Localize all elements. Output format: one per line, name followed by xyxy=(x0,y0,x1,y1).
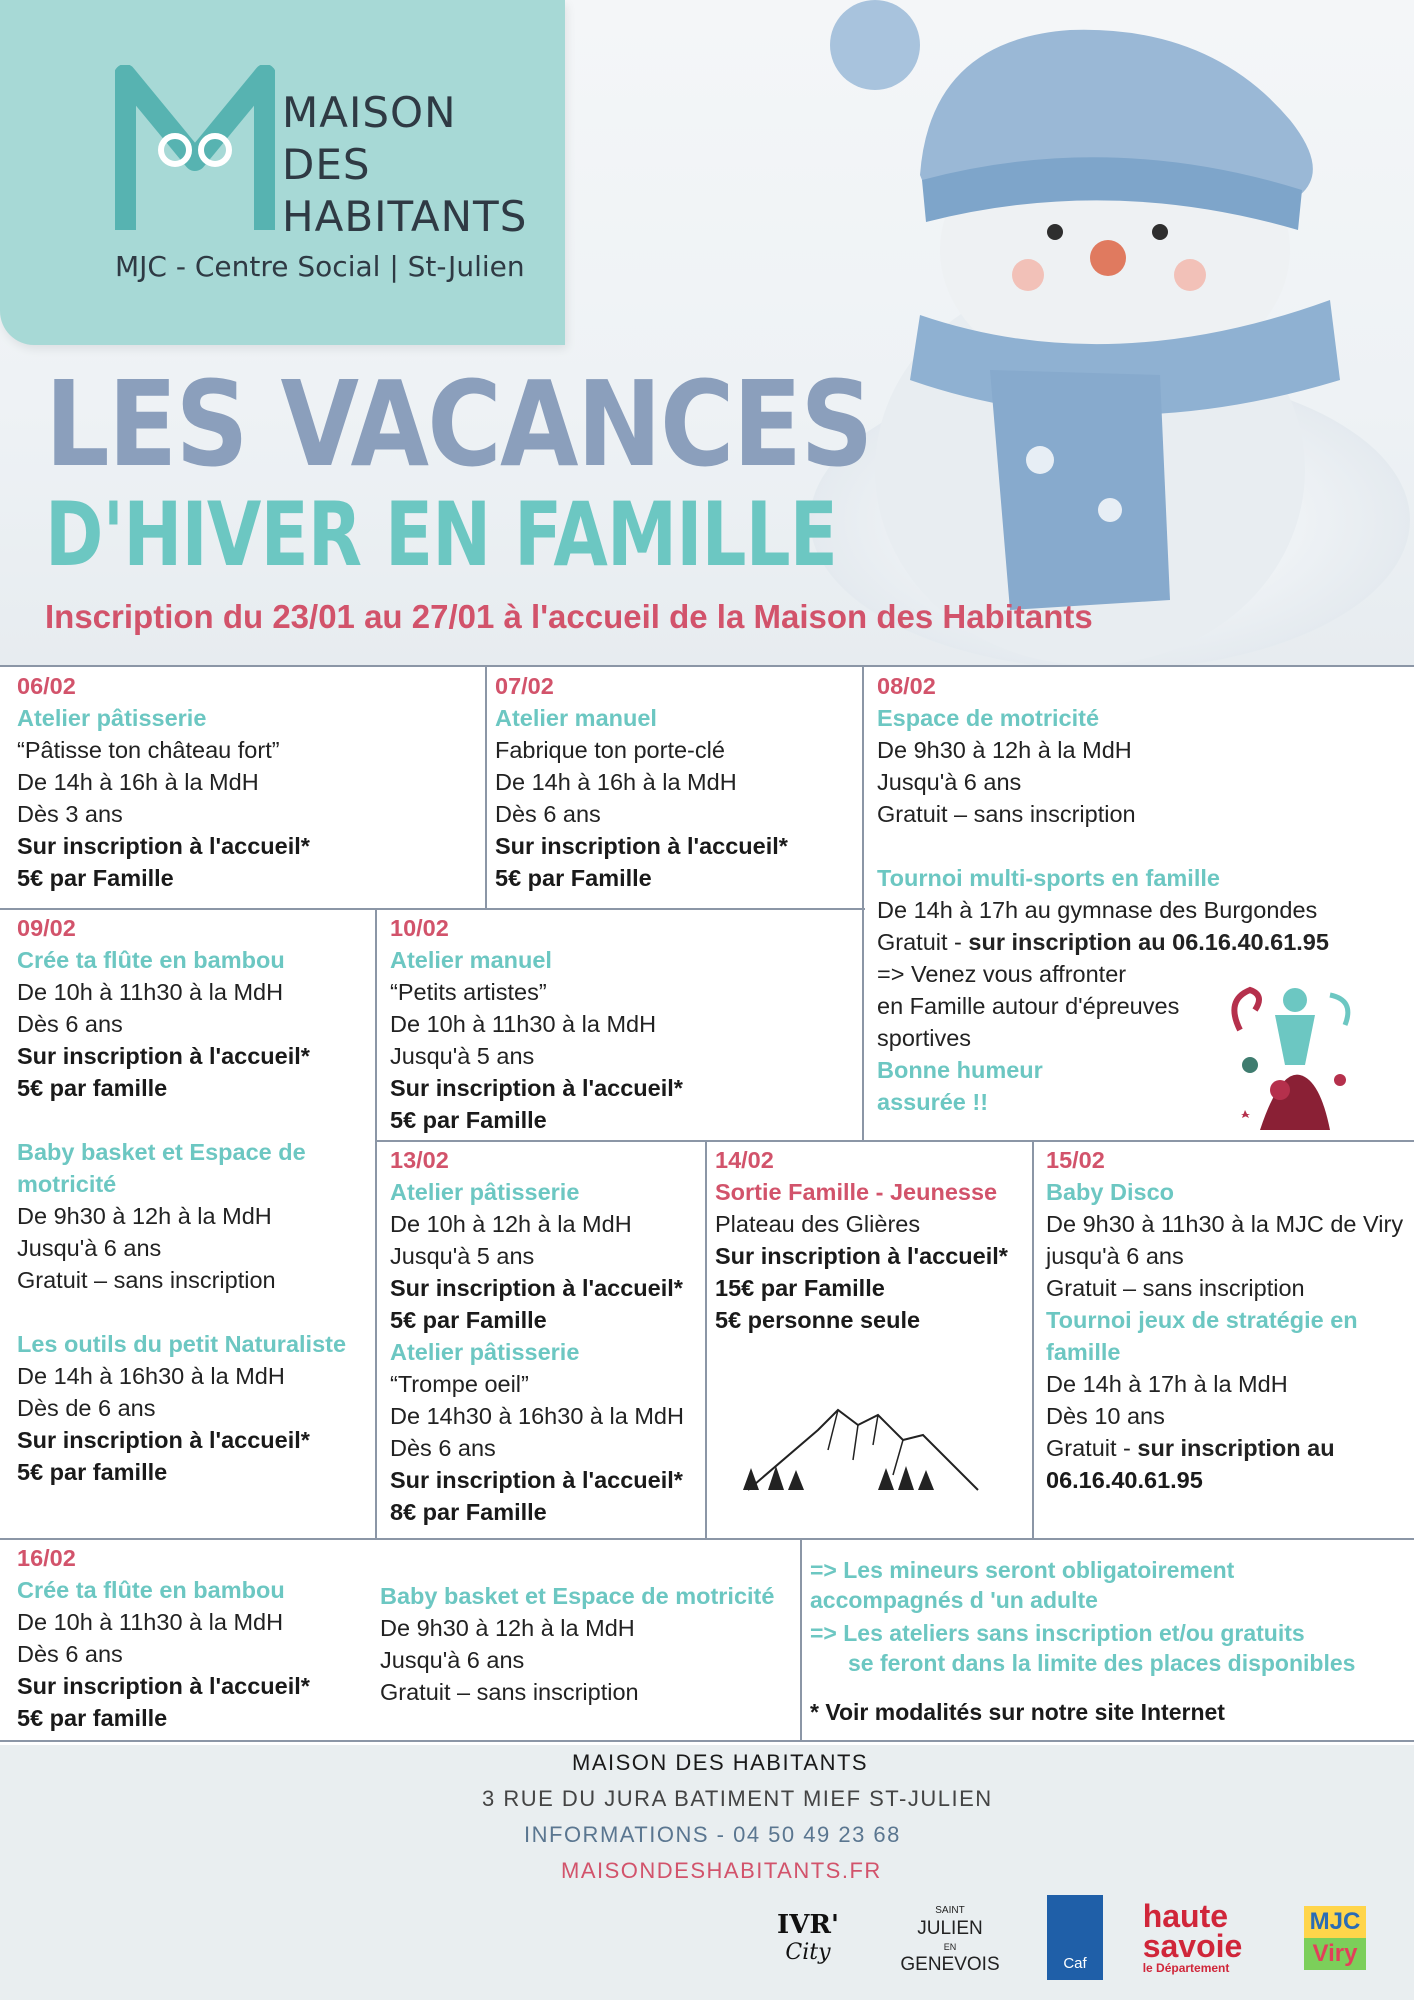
price: 5€ par Famille xyxy=(495,865,652,891)
stjulien-julien: JULIEN xyxy=(917,1917,983,1939)
price: 8€ par Famille xyxy=(390,1499,547,1525)
activity-detail: De 9h30 à 12h à la MdH xyxy=(877,737,1132,763)
activity-detail: Jusqu'à 6 ans xyxy=(380,1647,525,1673)
price-label: Gratuit - xyxy=(877,929,969,955)
registration-note: sur inscription au xyxy=(1137,1435,1335,1461)
activity-detail: De 14h à 17h à la MdH xyxy=(1046,1371,1288,1397)
registration-note: Sur inscription à l'accueil* xyxy=(390,1275,683,1301)
date-label: 15/02 xyxy=(1046,1147,1105,1173)
activity-title: Sortie Famille - Jeunesse xyxy=(715,1179,998,1205)
activity-detail: Dès 6 ans xyxy=(390,1435,496,1461)
activity-detail: Dès 10 ans xyxy=(1046,1403,1165,1429)
registration-note: Sur inscription à l'accueil* xyxy=(17,833,310,859)
note-line: => Les mineurs seront obligatoirement xyxy=(810,1557,1235,1583)
stjulien-en: EN xyxy=(943,1941,957,1952)
registration-note: Sur inscription à l'accueil* xyxy=(495,833,788,859)
activity-detail: Fabrique ton porte-clé xyxy=(495,737,725,763)
mjc-logo-text: MJC xyxy=(1304,1906,1367,1938)
activity-detail: “Petits artistes” xyxy=(390,979,547,1005)
activity-detail: Gratuit – sans inscription xyxy=(17,1267,276,1293)
day-1002 xyxy=(390,912,683,1136)
activity-detail: Dès 6 ans xyxy=(495,801,601,827)
activity-title: Baby Disco xyxy=(1046,1179,1174,1205)
date-label: 16/02 xyxy=(17,1545,76,1571)
logo-subtitle: MJC - Centre Social | St-Julien xyxy=(115,250,525,283)
haute-savoie-logo xyxy=(1125,1890,1260,1985)
page-title: LES VACANCES xyxy=(45,355,872,493)
grid-line xyxy=(485,665,487,910)
page-subtitle: D'HIVER EN FAMILLE xyxy=(45,483,838,586)
day-1302 xyxy=(390,1144,684,1528)
logo-line-habitants: HABITANTS xyxy=(282,192,528,241)
activity-title: Atelier pâtisserie xyxy=(390,1179,580,1205)
activity-detail: De 14h à 16h à la MdH xyxy=(495,769,737,795)
inscription-notice: Inscription du 23/01 au 27/01 à l'accueil de la Maison des Habitants xyxy=(45,598,1093,635)
activity-detail: Dès 6 ans xyxy=(17,1011,123,1037)
grid-line xyxy=(375,1140,1414,1142)
ivr-logo-text: IVR' xyxy=(777,1910,839,1940)
grid-line xyxy=(0,908,865,910)
activity-detail: De 9h30 à 12h à la MdH xyxy=(380,1615,635,1641)
activity-detail: Jusqu'à 5 ans xyxy=(390,1243,535,1269)
stjulien-genevois: GENEVOIS xyxy=(900,1953,1000,1975)
mjc-viry-logo xyxy=(1290,1890,1380,1985)
price: 15€ par Famille xyxy=(715,1275,885,1301)
registration-phone: 06.16.40.61.95 xyxy=(1046,1467,1203,1493)
activity-detail: De 9h30 à 12h à la MdH xyxy=(17,1203,272,1229)
activity-title: Baby basket et Espace de motricité xyxy=(380,1583,775,1609)
registration-note: Sur inscription à l'accueil* xyxy=(390,1467,683,1493)
activity-price-line xyxy=(877,926,1329,958)
activity-detail: en Famille autour d'épreuves xyxy=(877,993,1180,1019)
note-line: se feront dans la limite des places disponibles xyxy=(848,1650,1356,1676)
grid-line xyxy=(0,1740,1414,1742)
stjulien-saint: SAINT xyxy=(935,1904,965,1916)
activity-detail: De 14h à 16h30 à la MdH xyxy=(17,1363,285,1389)
hs-savoie: savoie xyxy=(1142,1927,1243,1964)
activity-detail: De 14h à 16h à la MdH xyxy=(17,769,259,795)
note-website: * Voir modalités sur notre site Internet xyxy=(810,1699,1225,1725)
price: 5€ personne seule xyxy=(715,1307,921,1333)
activity-detail: Dès 3 ans xyxy=(17,801,123,827)
activity-title: Tournoi jeux de stratégie en xyxy=(1046,1307,1358,1333)
activity-detail: sportives xyxy=(877,1025,972,1051)
caf-logo xyxy=(1045,1890,1105,1985)
registration-note: Sur inscription à l'accueil* xyxy=(390,1075,683,1101)
registration-note: Sur inscription à l'accueil* xyxy=(17,1043,310,1069)
activity-detail: De 10h à 12h à la MdH xyxy=(390,1211,632,1237)
day-0702 xyxy=(495,670,788,894)
activity-title: Atelier pâtisserie xyxy=(390,1339,580,1365)
activity-title: famille xyxy=(1046,1339,1121,1365)
ivr-city-logo xyxy=(748,1890,868,1985)
sports-figure-icon xyxy=(1220,970,1360,1140)
activity-title: Les outils du petit Naturaliste xyxy=(17,1331,347,1357)
logo-m-icon xyxy=(115,65,275,235)
highlight-text: assurée !! xyxy=(877,1089,989,1115)
note-line: accompagnés d 'un adulte xyxy=(810,1587,1098,1613)
logo-line-des: DES xyxy=(282,140,371,189)
activity-detail: Jusqu'à 6 ans xyxy=(17,1235,162,1261)
day-1402 xyxy=(715,1144,1008,1336)
day-1602 xyxy=(17,1542,310,1734)
activity-detail: De 10h à 11h30 à la MdH xyxy=(17,979,284,1005)
price: 5€ par famille xyxy=(17,1075,168,1101)
note-minors xyxy=(810,1555,1234,1615)
day-1602-second-activity xyxy=(380,1580,774,1708)
activity-detail: Jusqu'à 5 ans xyxy=(390,1043,535,1069)
activity-detail: jusqu'à 6 ans xyxy=(1046,1243,1184,1269)
activity-detail: Gratuit – sans inscription xyxy=(380,1679,639,1705)
grid-line xyxy=(800,1538,802,1742)
registration-note: Sur inscription à l'accueil* xyxy=(715,1243,1008,1269)
activity-detail: Jusqu'à 6 ans xyxy=(877,769,1022,795)
note-line: => Les ateliers sans inscription et/ou gratuits xyxy=(810,1620,1305,1646)
activity-detail: Dès 6 ans xyxy=(17,1641,123,1667)
activity-title: Tournoi multi-sports en famille xyxy=(877,865,1220,891)
activity-detail: De 9h30 à 11h30 à la MJC de Viry xyxy=(1046,1211,1404,1237)
price: 5€ par Famille xyxy=(390,1307,547,1333)
activity-detail: Gratuit – sans inscription xyxy=(877,801,1136,827)
date-label: 08/02 xyxy=(877,673,936,699)
activity-detail: De 10h à 11h30 à la MdH xyxy=(17,1609,284,1635)
grid-line xyxy=(1032,1140,1034,1540)
price-label: Gratuit - xyxy=(1046,1435,1138,1461)
saint-julien-logo xyxy=(885,1890,1015,1985)
date-label: 07/02 xyxy=(495,673,554,699)
activity-title: Crée ta flûte en bambou xyxy=(17,947,285,973)
activity-detail: Gratuit – sans inscription xyxy=(1046,1275,1305,1301)
grid-line xyxy=(0,665,1414,667)
activity-detail: “Trompe oeil” xyxy=(390,1371,529,1397)
date-label: 06/02 xyxy=(17,673,76,699)
day-1502 xyxy=(1046,1144,1403,1496)
activity-detail: De 10h à 11h30 à la MdH xyxy=(390,1011,657,1037)
hs-haute: haute xyxy=(1142,1897,1229,1934)
registration-phone: sur inscription au 06.16.40.61.95 xyxy=(968,929,1329,955)
activity-detail: De 14h30 à 16h30 à la MdH xyxy=(390,1403,684,1429)
footer-org-name: MAISON DES HABITANTS xyxy=(572,1750,869,1775)
grid-line xyxy=(0,1538,1414,1540)
day-0602 xyxy=(17,670,310,894)
activity-title: Espace de motricité xyxy=(877,705,1100,731)
logo-line-maison: MAISON xyxy=(282,88,457,137)
mountain-icon xyxy=(728,1390,998,1500)
footer-website-link[interactable]: MAISONDESHABITANTS.FR xyxy=(561,1858,882,1883)
price: 5€ par Famille xyxy=(17,865,174,891)
activity-title: Baby basket et Espace de xyxy=(17,1139,306,1165)
grid-line xyxy=(375,908,377,1540)
note-places xyxy=(810,1618,1355,1678)
activity-detail: => Venez vous affronter xyxy=(877,961,1127,987)
viry-logo-text: Viry xyxy=(1304,1938,1367,1970)
activity-title: Atelier manuel xyxy=(495,705,657,731)
footer-address: 3 RUE DU JURA BATIMENT MIEF ST-JULIEN xyxy=(482,1786,993,1811)
date-label: 13/02 xyxy=(390,1147,449,1173)
grid-line xyxy=(862,665,864,1142)
day-0902 xyxy=(17,912,346,1488)
activity-title: Crée ta flûte en bambou xyxy=(17,1577,285,1603)
registration-note: Sur inscription à l'accueil* xyxy=(17,1673,310,1699)
price: 5€ par famille xyxy=(17,1705,168,1731)
footer-phone: INFORMATIONS - 04 50 49 23 68 xyxy=(524,1822,901,1847)
hs-departement: le Département xyxy=(1142,1960,1230,1975)
highlight-text: Bonne humeur xyxy=(877,1057,1043,1083)
ivr-logo-sub: City xyxy=(785,1940,831,1965)
activity-detail: De 14h à 17h au gymnase des Burgondes xyxy=(877,897,1318,923)
price: 5€ par famille xyxy=(17,1459,168,1485)
registration-note: Sur inscription à l'accueil* xyxy=(17,1427,310,1453)
date-label: 14/02 xyxy=(715,1147,774,1173)
date-label: 09/02 xyxy=(17,915,76,941)
activity-title: Atelier manuel xyxy=(390,947,552,973)
grid-line xyxy=(705,1140,707,1540)
price: 5€ par Famille xyxy=(390,1107,547,1133)
caf-logo-text: Caf xyxy=(1047,1895,1103,1980)
activity-title: Atelier pâtisserie xyxy=(17,705,207,731)
date-label: 10/02 xyxy=(390,915,449,941)
activity-detail: Dès de 6 ans xyxy=(17,1395,156,1421)
activity-detail: “Pâtisse ton château fort” xyxy=(17,737,280,763)
activity-price-line xyxy=(1046,1432,1403,1464)
activity-detail: Plateau des Glières xyxy=(715,1211,921,1237)
activity-title: motricité xyxy=(17,1171,117,1197)
